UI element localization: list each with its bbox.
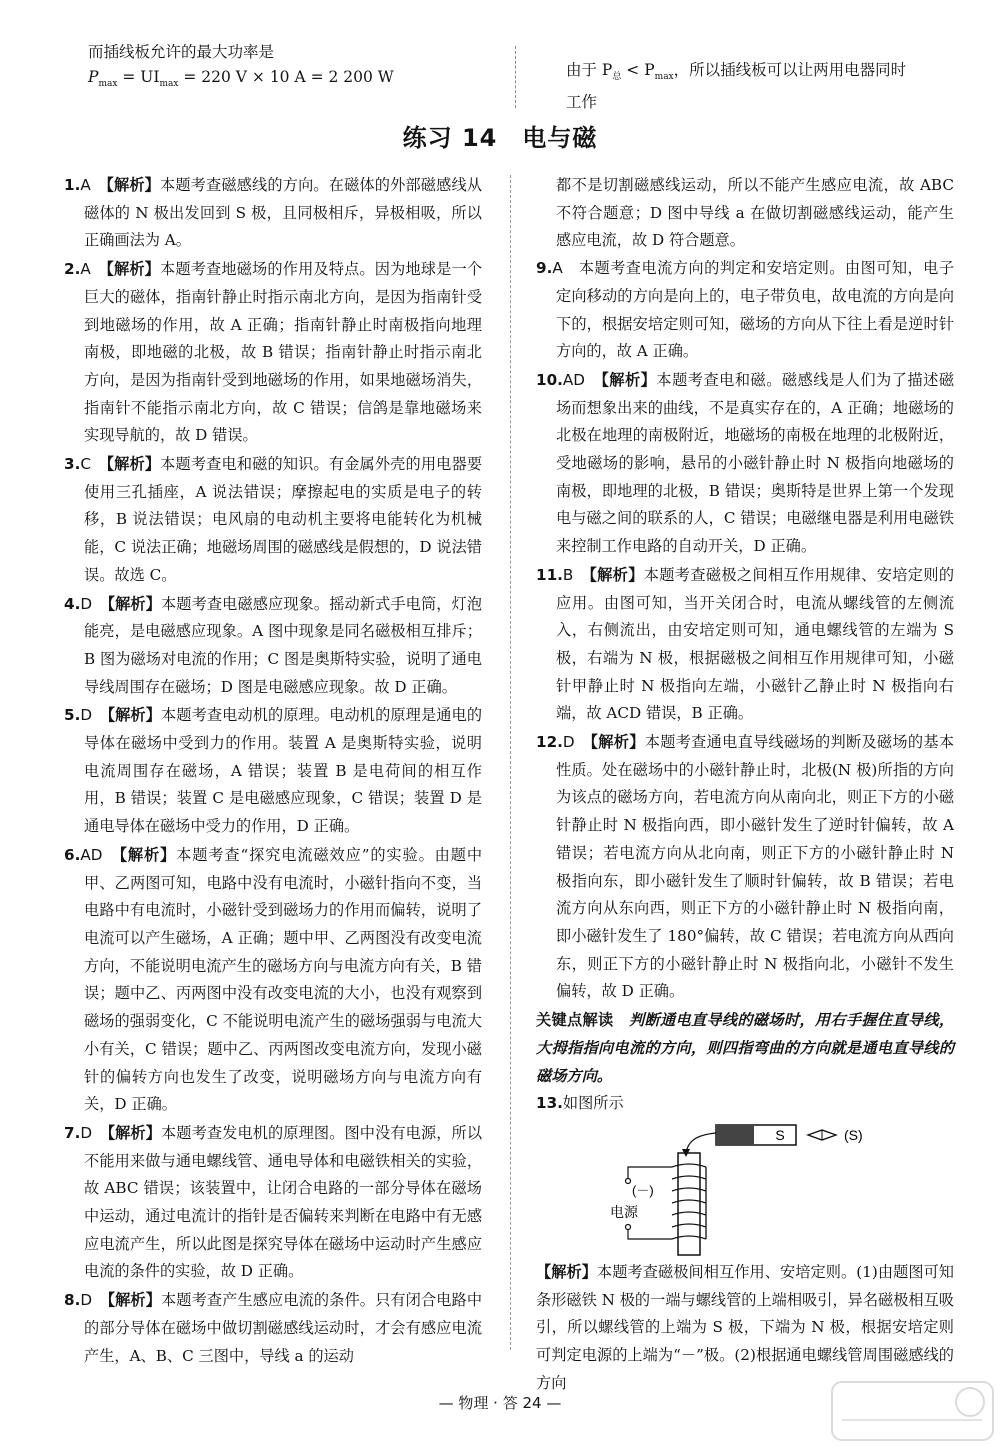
keypoint-label: 关键点解读 [536, 1011, 614, 1030]
terminal-bottom [626, 1224, 631, 1229]
solenoid-diagram [536, 1119, 954, 1259]
answer-item-8: 8.D 【解析】本题考查产生感应电流的条件。只有闭合电路中的部分导体在磁场中做切割磁感线运动时，才会有感应电流产生，A、B、C 三图中，导线 a 的运动 [64, 1291, 483, 1365]
bar-magnet-shaded-end [716, 1125, 754, 1145]
field-line [686, 1133, 716, 1153]
top-left-line1: 而插线板允许的最大功率是 [88, 43, 275, 61]
keypoint-note [536, 1007, 954, 1090]
keypoint-text: 判断通电直导线的磁场时，用右手握住直导线，大拇指指向电流的方向，则四指弯曲的方向就是通电直导线的磁场方向。 [536, 1011, 955, 1085]
top-right-line2: 工作 [566, 93, 598, 112]
page-footer: — 物理 · 答 24 — [438, 1394, 562, 1412]
left-column [64, 172, 482, 1371]
section-title: 练习 14 电与磁 [402, 124, 598, 152]
top-left-block [88, 40, 488, 97]
answer-item-2: 2.A 【解析】本题考查地磁场的作用及特点。因为地球是一个巨大的磁体，指南针静止时指示南北方向，是因为指南针受到地磁场的作用，故 A 正确；指南针静止时南极指向地理南极，即地磁的北极，故 B 错误；指南针静止时指示南北方向，是因为指南针受到地磁场的作用，如果地磁场消失，指南针不能指示南北方向，故 C 错误；信鸽是靠地磁场来实现导航的，故 D 错误。 [64, 260, 483, 445]
column-divider [510, 175, 511, 1350]
answer-item-12: 12.D 【解析】本题考查通电直导线磁场的判断及磁场的基本性质。处在磁场中的小磁针静止时，北极(N 极)所指的方向为该点的磁场方向，若电流方向从南向北，则正下方的小磁针静止时 N 极指向西，即小磁针发生了逆时针偏转，故 A 错误；若电流方向从北向南，则正下方的小磁针静止时 N 极指向东，即小磁针发生了顺时针偏转，故 B 错误；若电流方向从东向西，则正下方的小磁针静止时 N 极指向南，即小磁针发生了 180°偏转，故 C 错误；若电流方向从西向东，则正下方的小磁针静止时 N 极指向北，小磁针不发生偏转，故 D 正确。 [536, 733, 955, 1001]
site-watermark-logo [830, 1380, 995, 1442]
solenoid-core [678, 1153, 700, 1255]
power-source-label: 电源 [610, 1205, 638, 1221]
coil-windings [672, 1164, 706, 1239]
needle-pole-label: (S) [844, 1126, 863, 1143]
answer-item-13: 13.如图所示 [536, 1094, 624, 1113]
top-right-block [566, 58, 956, 115]
polarity-label: (－) [632, 1182, 654, 1198]
right-column [536, 172, 954, 1397]
compass-needle-icon [808, 1130, 836, 1140]
answer-item-1: 1.A 【解析】本题考查磁感线的方向。在磁体的外部磁感线从磁体的 N 极出发回到 S 极，且同极相斥，异极相吸，所以正确画法为 A。 [64, 176, 483, 250]
top-left-formula: $P_{max} = UI_{max} = 220$ V × 10 A = 2 200 W [88, 68, 394, 90]
wire-bottom [628, 1229, 672, 1239]
top-right-line1: 由于 $P_总 < P_{max}$，所以插线板可以让两用电器同时 [566, 61, 907, 83]
answer-item-7: 7.D 【解析】本题考查发电机的原理图。图中没有电源，所以不能用来做与通电螺线管、通电导体和电磁铁相关的实验，故 ABC 错误；该装置中，让闭合电路的一部分导体在磁场中运动，通过电流计的指针是否偏转来判断在电路中有无感应电流产生，所以此图是探究导体在磁场中运动时产生感应电流的条件的实验，故 D 正确。 [64, 1123, 483, 1281]
answer-item-8-continued: 都不是切割磁感线运动，所以不能产生感应电流，故 ABC 不符合题意；D 图中导线 a 在做切割磁感线运动，能产生感应电流，故 D 符合题意。 [556, 176, 954, 250]
answer-item-10: 10.AD 【解析】本题考查电和磁。磁感线是人们为了描述磁场而想象出来的曲线，不是真实存在的，A 正确；地磁场的北极在地理的南极附近，地磁场的南极在地理的北极附近，受地磁场的影响，悬吊的小磁针静止时 N 极指向地磁场的南极，即地理的北极，B 错误；奥斯特是世界上第一个发现电与磁之间的联系的人，C 错误；电磁继电器是利用电磁铁来控制工作电路的自动开关，D 正确。 [536, 370, 955, 556]
magnet-pole-label: S [775, 1126, 785, 1143]
answer-item-11: 11.B 【解析】本题考查磁极之间相互作用规律、安培定则的应用。由图可知，当开关闭合时，电流从螺线管的左侧流入，右侧流出，由安培定则可知，通电螺线管的左端为 S 极，右端为 N 极，根据磁极之间相互作用规律可知，小磁针甲静止时 N 极指向左端，小磁针乙静止时 N 极指向右端，故 ACD 错误，B 正确。 [536, 565, 955, 723]
answer-item-6: 6.AD 【解析】本题考查“探究电流磁效应”的实验。由题中甲、乙两图可知，电路中没有电流时，小磁针指向不变，当电路中有电流时，小磁针受到磁场力的作用而偏转，说明了电流可以产生磁场，A 正确；题中甲、乙两图没有改变电流方向，不能说明电流产生的磁场方向与电流方向有关，B 错误；题中乙、丙两图中没有改变电流的大小，也没有观察到磁场的强弱变化，C 不能说明电流产生的磁场强弱与电流大小有关，C 错误；题中乙、丙两图改变电流方向，发现小磁针的偏转方向也发生了改变，说明磁场方向与电流方向有关，D 正确。 [64, 845, 483, 1114]
answer-item-13-analysis: 【解析】本题考查磁极间相互作用、安培定则。(1)由题图可知条形磁铁 N 极的一端与螺线管的上端相吸引，异名磁极相互吸引，所以螺线管的上端为 S 极，下端为 N 极，根据安培定则可判定电源的上端为“－”极。(2)根据通电螺线管周围磁感线的方向 [536, 1262, 954, 1392]
solenoid-figure [536, 1119, 954, 1259]
top-divider [515, 46, 516, 108]
terminal-top [626, 1178, 631, 1183]
answer-item-3: 3.C 【解析】本题考查电和磁的知识。有金属外壳的用电器要使用三孔插座，A 说法错误；摩擦起电的实质是电子的转移，B 说法错误；电风扇的电动机主要将电能转化为机械能，C 说法正确；地磁场周围的磁感线是假想的，D 说法错误。故选 C。 [64, 455, 483, 584]
answer-item-9: 9.A 本题考查电流方向的判定和安培定则。由图可知，电子定向移动的方向是向上的，电子带负电，故电流的方向是向下的，根据安培定则可知，磁场的方向从下往上看是逆时针方向的，故 A 正确。 [536, 259, 955, 361]
wire-top [628, 1167, 672, 1179]
answer-item-5: 5.D 【解析】本题考查电动机的原理。电动机的原理是通电的导体在磁场中受到力的作用。装置 A 是奥斯特实验，说明电流周围存在磁场，A 错误；装置 B 是电荷间的相互作用，B 错误；装置 C 是电磁感应现象，C 错误；装置 D 是通电导体在磁场中受力的作用，D 正确。 [64, 706, 483, 836]
answer-item-4: 4.D 【解析】本题考查电磁感应现象。摇动新式手电筒，灯泡能亮，是电磁感应现象。A 图中现象是同名磁极相互排斥；B 图为磁场对电流的作用；C 图是奥斯特实验，说明了通电导线周围存在磁场；D 图是电磁感应现象。故 D 正确。 [64, 594, 483, 696]
